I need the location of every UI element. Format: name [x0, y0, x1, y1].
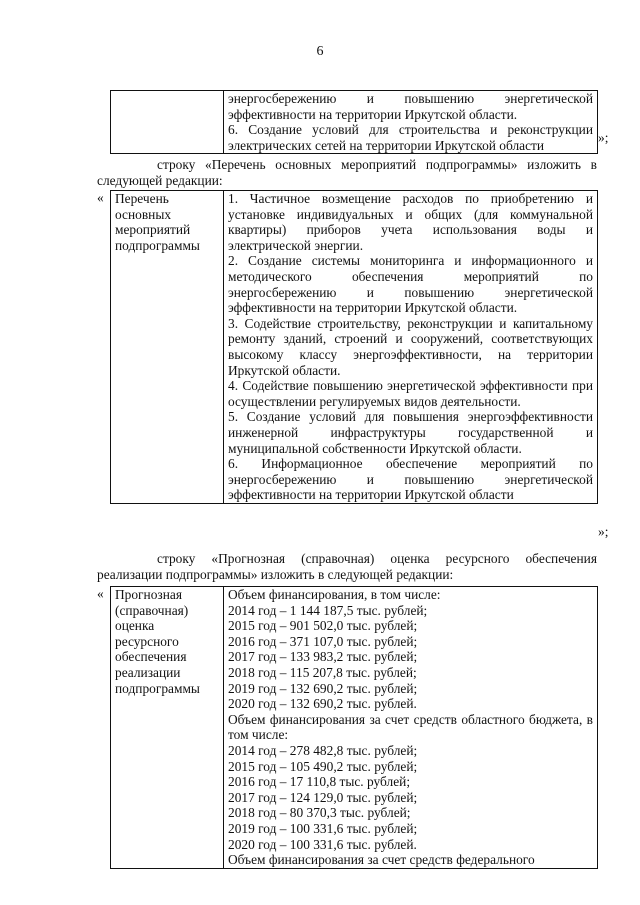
instruction-paragraph: строку «Прогнозная (справочная) оценка ресурсного обеспечения реализации подпрограммы» изложить в следующей редакции:	[97, 551, 597, 582]
financing-line: 2014 год – 1 144 187,5 тыс. рублей;	[228, 602, 428, 618]
open-quote-mark: «	[97, 190, 104, 205]
financing-line: 2014 год – 278 482,8 тыс. рублей;	[228, 742, 418, 758]
financing-line: Объем финансирования за счет средств федерального	[228, 852, 535, 868]
financing-line: 2020 год – 100 331,6 тыс. рублей.	[228, 836, 417, 852]
close-quote-mark: »;	[598, 130, 609, 145]
financing-line: 2018 год – 115 207,8 тыс. рублей;	[228, 664, 417, 680]
financing-line: 2016 год – 371 107,0 тыс. рублей;	[228, 633, 418, 649]
continued-table	[110, 90, 598, 154]
financing-line: 2015 год – 901 502,0 тыс. рублей;	[228, 618, 418, 634]
activity-item: 2. Создание системы мониторинга и информационного и методического обеспечения мероприятий по энергосбережению и повышению энергетической эффективности на территории Иркутской области.	[228, 253, 593, 316]
table-item: 6. Создание условий для строительства и реконструкции электрических сетей на территории Иркутской области	[228, 122, 593, 153]
financing-line: 2019 год – 132 690,2 тыс. рублей;	[228, 680, 418, 696]
empty-label-cell	[111, 91, 224, 154]
table-item: энергосбережению и повышению энергетической эффективности на территории Иркутской области.	[228, 91, 593, 122]
page-number: 6	[316, 44, 324, 59]
financing-line: 2019 год – 100 331,6 тыс. рублей;	[228, 820, 418, 836]
continued-content-cell	[224, 91, 598, 154]
activity-item: 3. Содействие строительству, реконструкции и капитальному ремонту зданий, строений и сооружений, соответствующих высокому классу энергоэффективности, на территории Иркутской области.	[228, 315, 593, 378]
activity-item: 6. Информационное обеспечение мероприятий по энергосбережению и повышению энергетической эффективности на территории Иркутской области	[228, 456, 593, 503]
financing-line: Объем финансирования, в том числе:	[228, 587, 441, 602]
row-label: Перечень основных мероприятий подпрограммы	[111, 191, 224, 504]
row-label: Прогнозная (справочная) оценка ресурсного обеспечения реализации подпрограммы	[111, 587, 224, 869]
financing-line: Объем финансирования за счет средств областного бюджета, в том числе:	[228, 711, 593, 743]
financing-line: 2016 год – 17 110,8 тыс. рублей;	[228, 774, 411, 790]
activity-item: 4. Содействие повышению энергетической эффективности при осуществлении регулируемых видов деятельности.	[228, 378, 593, 409]
financing-content-cell	[224, 587, 598, 869]
activity-item: 5. Создание условий для повышения энергоэффективности инженерной инфраструктуры государственной и муниципальной собственности Иркутской области.	[228, 409, 593, 456]
financing-line: 2017 год – 133 983,2 тыс. рублей;	[228, 649, 418, 665]
activity-item: 1. Частичное возмещение расходов по приобретению и установке индивидуальных и общих (для коммунальной квартиры) приборов учета использования воды и электрической энергии.	[228, 191, 593, 253]
financing-line: 2018 год – 80 370,3 тыс. рублей;	[228, 805, 411, 821]
financing-line: 2020 год – 132 690,2 тыс. рублей.	[228, 696, 417, 712]
open-quote-mark: «	[97, 586, 104, 601]
close-quote-mark: »;	[598, 524, 609, 539]
instruction-paragraph: строку «Перечень основных мероприятий подпрограммы» изложить в следующей редакции:	[97, 157, 597, 188]
activities-table	[110, 190, 598, 504]
financing-table	[110, 586, 598, 869]
financing-line: 2017 год – 124 129,0 тыс. рублей;	[228, 789, 418, 805]
activities-content-cell	[224, 191, 598, 504]
financing-line: 2015 год – 105 490,2 тыс. рублей;	[228, 758, 418, 774]
